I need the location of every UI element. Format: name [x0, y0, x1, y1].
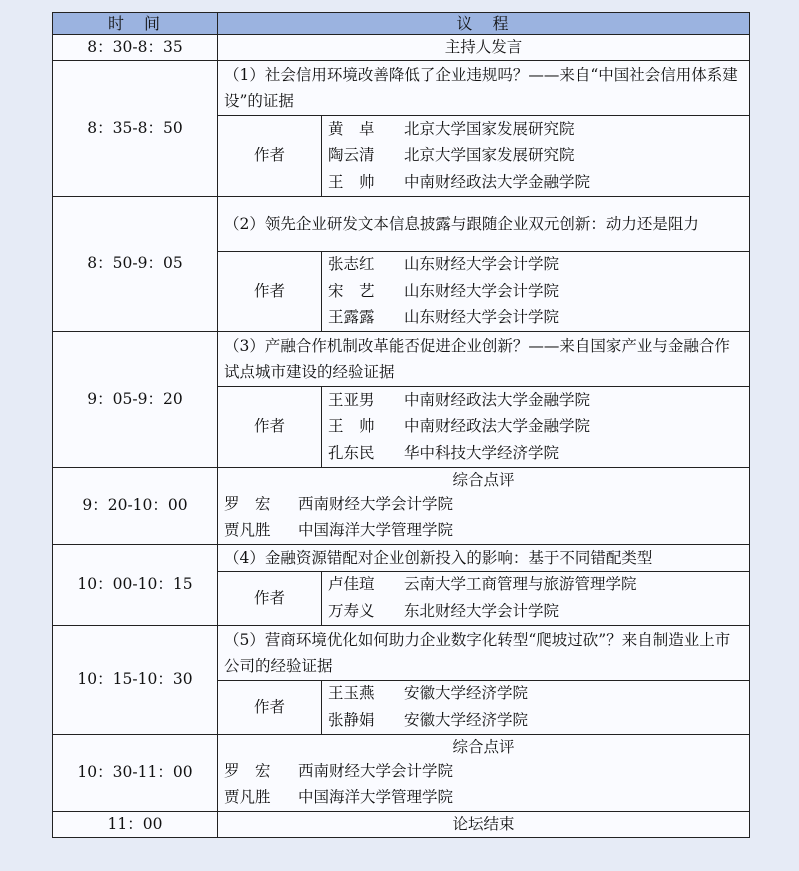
- reviewer-name: 贾凡胜: [224, 788, 271, 807]
- author-affiliation: 华中科技大学经济学院: [404, 443, 560, 462]
- reviewer-affiliation: 中国海洋大学管理学院: [298, 521, 454, 540]
- author-affiliation: 山东财经大学会计学院: [404, 281, 560, 300]
- table-row: [53, 811, 750, 837]
- author-label: 作者: [218, 387, 322, 468]
- review-cell: [218, 734, 750, 811]
- time-cell: 8：35-8：50: [53, 61, 218, 197]
- paper-title: （4）金融资源错配对企业创新投入的影响：基于不同错配类型: [218, 544, 750, 571]
- list-item: [328, 440, 743, 467]
- time-cell: 8：30-8：35: [53, 35, 218, 61]
- list-item: [328, 169, 743, 196]
- author-list: [322, 571, 750, 625]
- review-title: 综合点评: [452, 470, 515, 489]
- reviewer-affiliation: 西南财经大学会计学院: [298, 495, 454, 514]
- agenda-column-header: 议 程: [218, 13, 750, 35]
- table-row: [53, 467, 750, 544]
- author-list: [322, 251, 750, 332]
- reviewer-name: 罗 宏: [224, 495, 271, 514]
- review-cell: [218, 467, 750, 544]
- author-label: 作者: [218, 680, 322, 734]
- table-row: [53, 544, 750, 571]
- paper-title: （5）营商环境优化如何助力企业数字化转型“爬坡过砍”？来自制造业上市公司的经验证据: [218, 625, 750, 680]
- author-affiliation: 中南财经政法大学金融学院: [404, 172, 591, 191]
- list-item: [328, 598, 743, 625]
- table-row: [53, 196, 750, 251]
- time-cell: 8：50-9：05: [53, 196, 218, 332]
- list-item: [328, 572, 743, 599]
- author-name: 黄 卓: [328, 119, 375, 138]
- reviewer-affiliation: 西南财经大学会计学院: [298, 762, 454, 781]
- author-affiliation: 北京大学国家发展研究院: [404, 119, 575, 138]
- list-item: [224, 492, 743, 518]
- list-item: [328, 143, 743, 170]
- author-name: 万寿义: [328, 601, 375, 620]
- author-list: [322, 680, 750, 734]
- list-item: [328, 414, 743, 441]
- author-name: 王亚男: [328, 390, 375, 409]
- list-item: [328, 681, 743, 708]
- author-label: 作者: [218, 251, 322, 332]
- author-name: 张志红: [328, 255, 375, 274]
- author-affiliation: 东北财经大学会计学院: [404, 601, 560, 620]
- list-item: [224, 759, 743, 785]
- list-item: [224, 785, 743, 811]
- author-name: 孔东民: [328, 443, 375, 462]
- list-item: [328, 305, 743, 332]
- author-name: 王 帅: [328, 417, 375, 436]
- author-affiliation: 北京大学国家发展研究院: [404, 146, 575, 165]
- author-label: 作者: [218, 116, 322, 197]
- author-affiliation: 安徽大学经济学院: [404, 710, 529, 729]
- table-row: [53, 61, 750, 116]
- author-affiliation: 山东财经大学会计学院: [404, 308, 560, 327]
- list-item: [328, 278, 743, 305]
- author-name: 王露露: [328, 308, 375, 327]
- time-cell: 10：15-10：30: [53, 625, 218, 734]
- author-affiliation: 云南大学工商管理与旅游管理学院: [404, 575, 637, 594]
- author-list: [322, 387, 750, 468]
- table-header-row: [53, 13, 750, 35]
- time-column-header: 时 间: [53, 13, 218, 35]
- agenda-cell: 主持人发言: [218, 35, 750, 61]
- agenda-table: [52, 12, 750, 838]
- review-title: 综合点评: [452, 737, 515, 756]
- time-cell: 10：30-11：00: [53, 734, 218, 811]
- author-name: 张静娟: [328, 710, 375, 729]
- author-name: 王 帅: [328, 172, 375, 191]
- reviewer-affiliation: 中国海洋大学管理学院: [298, 788, 454, 807]
- list-item: [224, 518, 743, 544]
- reviewer-name: 罗 宏: [224, 762, 271, 781]
- author-name: 卢佳瑄: [328, 575, 375, 594]
- table-row: [53, 35, 750, 61]
- time-cell: 9：20-10：00: [53, 467, 218, 544]
- list-item: [328, 252, 743, 279]
- table-row: [53, 332, 750, 387]
- paper-title: （2）领先企业研发文本信息披露与跟随企业双元创新：动力还是阻力: [218, 196, 750, 251]
- time-cell: 9：05-9：20: [53, 332, 218, 468]
- author-name: 陶云清: [328, 146, 375, 165]
- list-item: [328, 387, 743, 414]
- author-affiliation: 中南财经政法大学金融学院: [404, 417, 591, 436]
- author-label: 作者: [218, 571, 322, 625]
- list-item: [328, 116, 743, 143]
- time-cell: 10：00-10：15: [53, 544, 218, 625]
- agenda-cell: 论坛结束: [218, 811, 750, 837]
- table-row: [53, 625, 750, 680]
- author-affiliation: 中南财经政法大学金融学院: [404, 390, 591, 409]
- paper-title: （1）社会信用环境改善降低了企业违规吗？——来自“中国社会信用体系建设”的证据: [218, 61, 750, 116]
- paper-title: （3）产融合作机制改革能否促进企业创新？——来自国家产业与金融合作试点城市建设的经验证据: [218, 332, 750, 387]
- time-cell: 11：00: [53, 811, 218, 837]
- author-affiliation: 安徽大学经济学院: [404, 684, 529, 703]
- reviewer-name: 贾凡胜: [224, 521, 271, 540]
- author-name: 王玉燕: [328, 684, 375, 703]
- author-list: [322, 116, 750, 197]
- table-row: [53, 734, 750, 811]
- list-item: [328, 707, 743, 734]
- author-name: 宋 艺: [328, 281, 375, 300]
- author-affiliation: 山东财经大学会计学院: [404, 255, 560, 274]
